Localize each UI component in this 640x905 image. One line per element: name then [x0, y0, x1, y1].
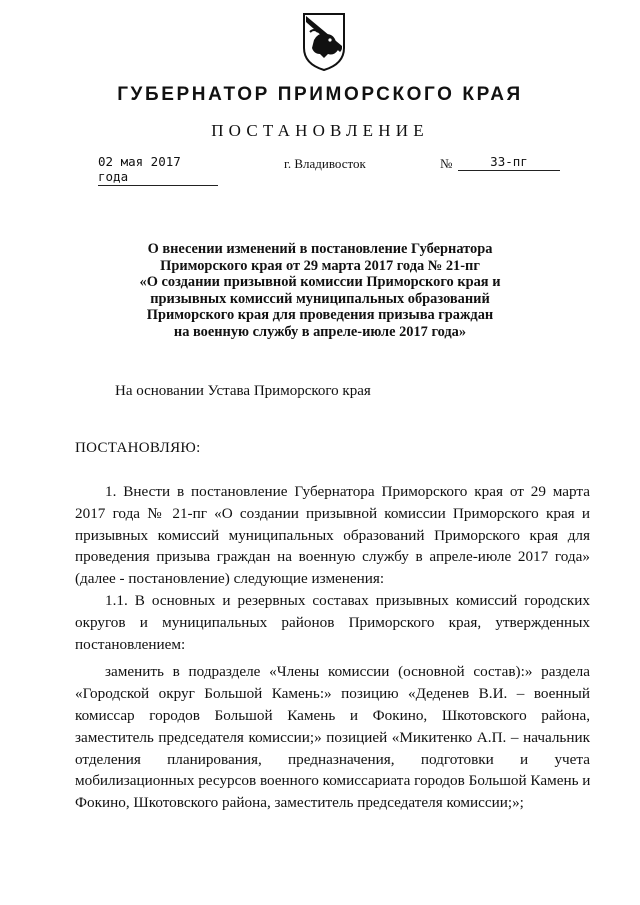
heading-line: Приморского края от 29 марта 2017 года № 21-пг — [160, 257, 480, 274]
body-line: 2017 года № 21-пг «О создании призывной комиссии Приморского края и — [75, 504, 590, 522]
body-line: 1.1. В основных и резервных составах призывных комиссий городских — [105, 591, 590, 609]
heading-line: Приморского края для проведения призыва граждан — [146, 307, 494, 324]
body-line: призывных комиссий муниципальных образований Приморского края для — [75, 526, 590, 544]
body-line: округов и муниципальных районов Приморского края, утвержденных — [75, 613, 590, 631]
legal-basis: На основании Устава Приморского края — [115, 383, 371, 399]
body-line: постановлением: — [75, 635, 186, 653]
body-line: комиссар городов Большой Камень и Фокино, Шкотовского района, — [75, 706, 590, 724]
body-line: Фокино, Шкотовского района, заместитель председателя комиссии;»; — [75, 794, 524, 812]
body-line: отделения планирования, предназначения, подготовки и учета — [75, 750, 590, 768]
document-body — [75, 481, 590, 814]
body-line: (далее - постановление) следующие изменения: — [75, 570, 385, 588]
document-city: г. Владивосток — [284, 156, 366, 171]
body-line: «Городской округ Большой Камень:» позицию «Деденев В.И. – военный — [75, 685, 590, 703]
coat-of-arms-emblem — [300, 10, 348, 72]
heading-line: О внесении изменений в постановление Губернатора — [147, 241, 493, 257]
body-line: мобилизационных ресурсов военного комиссариата городов Большой Камень и — [75, 772, 591, 790]
document-heading — [120, 241, 520, 341]
decree-word: ПОСТАНОВЛЯЮ: — [75, 440, 201, 456]
document-type: ПОСТАНОВЛЕНИЕ — [211, 121, 429, 140]
issuer-title: ГУБЕРНАТОР ПРИМОРСКОГО КРАЯ — [117, 84, 523, 105]
body-line: заместитель председателя комиссии;» позицией «Микитенко А.П. – начальник — [75, 728, 590, 746]
body-line: проведения призыва граждан на военную службу в апреле-июле 2017 года» — [75, 548, 590, 566]
document-number: 33-пг — [458, 154, 560, 171]
body-line: заменить в подразделе «Члены комиссии (основной состав):» раздела — [105, 663, 590, 681]
document-date: 02 мая 2017 года — [98, 154, 218, 186]
body-line: 1. Внести в постановление Губернатора Приморского края от 29 марта — [105, 483, 590, 500]
heading-line: «О создании призывной комиссии Приморского края и — [139, 274, 501, 291]
heading-line: призывных комиссий муниципальных образований — [150, 290, 490, 307]
number-label: № — [440, 156, 453, 171]
heading-line: на военную службу в апреле-июле 2017 года» — [173, 323, 467, 340]
